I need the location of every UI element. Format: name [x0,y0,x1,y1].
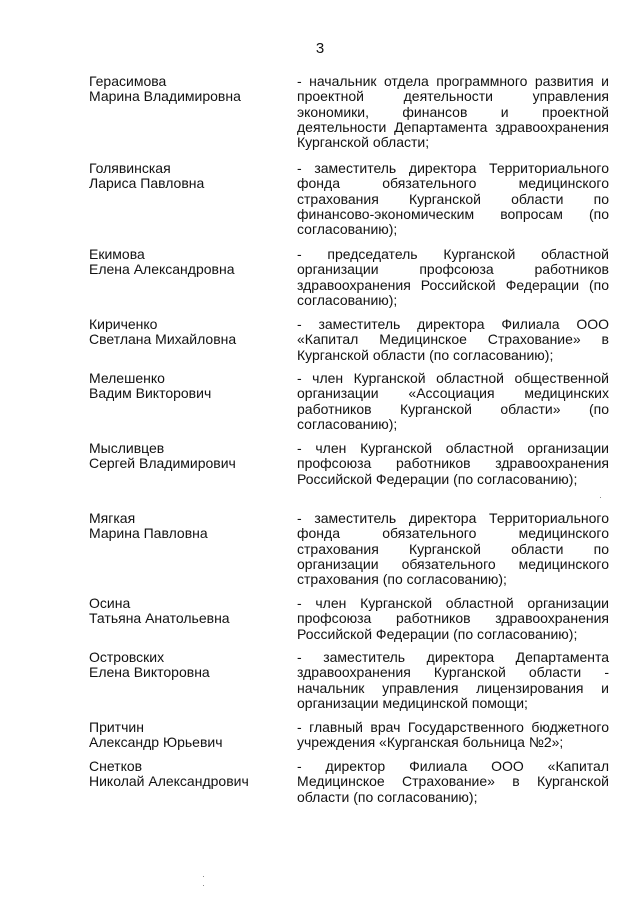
member-surname: Снетков [89,758,143,774]
member-role: - директор Филиала ООО «Капитал Медицинское Страхование» в Курганской области (по согласованию); [297,758,609,805]
member-role: - член Курганской областной общественной организации «Ассоциация медицинских работников Курганской области» (по согласованию); [297,370,609,432]
member-name [89,317,289,348]
member-given-names: Светлана Михайловна [89,331,237,348]
member-role: - заместитель директора Департамента здравоохранения Курганской области - начальник управления лицензирования и организации медицинской помощи; [297,649,609,711]
member-role: - начальник отдела программного развития и проектной деятельности управления экономики, финансов и проектной деятельности Департамента здравоохранения Курганской области; [297,73,609,151]
member-given-names: Елена Викторовна [89,664,210,681]
member-name [89,441,289,472]
member-given-names: Вадим Викторович [89,385,212,402]
member-given-names: Татьяна Анатольевна [89,610,230,627]
member-surname: Островских [89,649,165,665]
member-role: - заместитель директора Территориального фонда обязательного медицинского страхования Курганской области по организации обязательного медицинского страхования (по согласованию); [297,510,609,588]
member-surname: Осина [89,595,131,611]
scan-speck [600,497,601,498]
member-name [89,759,289,790]
member-role: - член Курганской областной организации профсоюза работников здравоохранения Российской Федерации (по согласованию); [297,440,609,487]
member-given-names: Марина Владимировна [89,88,241,105]
member-surname: Мысливцев [89,440,165,456]
member-surname: Мелешенко [89,370,165,386]
member-name [89,247,289,278]
member-surname: Екимова [89,246,145,262]
member-surname: Мягкая [89,510,136,526]
member-given-names: Лариса Павловна [89,175,205,192]
member-name [89,720,289,751]
member-given-names: Марина Павловна [89,525,208,542]
member-surname: Притчин [89,719,144,735]
member-name [89,511,289,542]
member-name [89,650,289,681]
member-role: - главный врач Государственного бюджетного учреждения «Курганская больница №2»; [297,719,609,751]
member-surname: Кириченко [89,316,158,332]
member-role: - заместитель директора Филиала ООО «Капитал Медицинское Страхование» в Курганской области (по согласованию); [297,316,609,363]
member-given-names: Елена Александровна [89,261,235,278]
member-surname: Голявинская [89,160,171,176]
member-role: - член Курганской областной организации профсоюза работников здравоохранения Российской Федерации (по согласованию); [297,595,609,642]
page-number: 3 [315,40,325,57]
scan-speck [203,885,204,886]
member-role: - заместитель директора Территориального фонда обязательного медицинского страхования Курганской области по финансово-экономическим вопросам (по согласованию); [297,160,609,238]
member-surname: Герасимова [89,73,167,89]
member-given-names: Сергей Владимирович [89,455,236,472]
scan-speck [203,876,204,877]
member-given-names: Александр Юрьевич [89,734,223,751]
member-name [89,161,289,192]
member-given-names: Николай Александрович [89,773,249,790]
member-name [89,74,289,105]
member-name [89,596,289,627]
member-role: - председатель Курганской областной организации профсоюза работников здравоохранения Российской Федерации (по согласованию); [297,246,609,308]
member-name [89,371,289,402]
